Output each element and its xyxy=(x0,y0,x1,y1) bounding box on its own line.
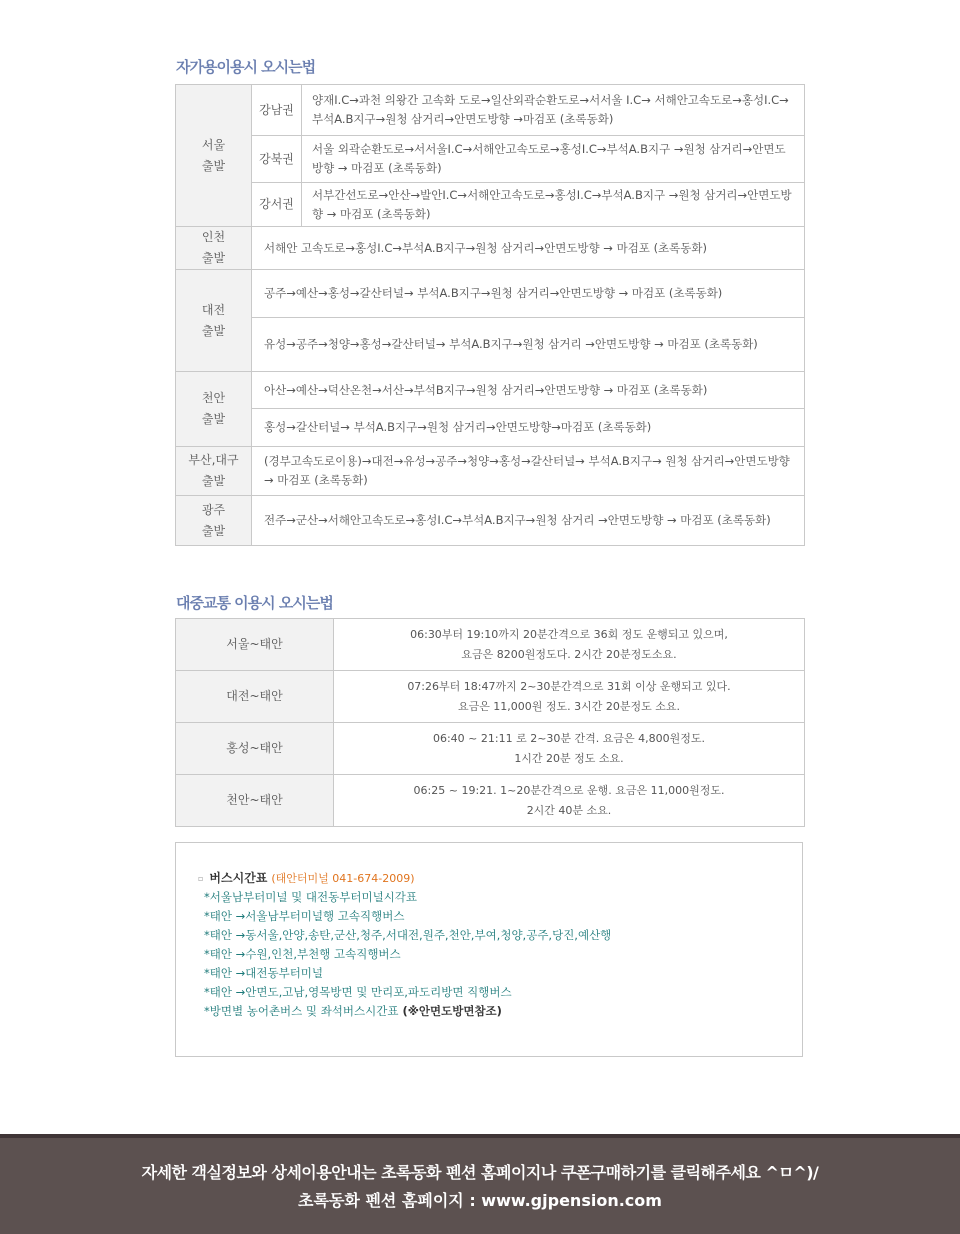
bus-link-dongseoul-etc[interactable]: *태안 →동서울,안양,송탄,군산,청주,서대전,원주,천안,부여,청양,공주,당진,예산행 xyxy=(204,928,612,942)
car-directions-table xyxy=(175,84,805,546)
transit-section-title: 대중교통 이용시 오시는법 xyxy=(176,594,333,612)
route-daejeon-1: 공주→예산→홍성→갈산터널→ 부석A.B지구→원청 삼거리→안면도방향 → 마검포 (초록동화) xyxy=(252,270,805,318)
table-row xyxy=(176,496,805,546)
transit-from: 천안~태안 xyxy=(176,775,334,827)
region-busan-daegu: 부산,대구 출발 xyxy=(176,447,252,496)
bus-link-suwon-incheon[interactable]: *태안 →수원,인천,부천행 고속직행버스 xyxy=(204,947,401,961)
route-gangnam: 양재I.C→과천 의왕간 고속화 도로→일산외곽순환도로→서서울 I.C→ 서해안고속도로→홍성I.C→부석A.B지구→원청 삼거리→안면도방향 →마검포 (초록동화) xyxy=(302,85,805,136)
route-incheon: 서해안 고속도로→홍성I.C→부석A.B지구→원청 삼거리→안면도방향 → 마검포 (초록동화) xyxy=(252,227,805,270)
sub-region-gangnam: 강남권 xyxy=(252,85,302,136)
region-incheon: 인천 출발 xyxy=(176,227,252,270)
table-row xyxy=(176,318,805,372)
terminal-phone: (태안터미널 041-674-2009) xyxy=(271,872,415,885)
car-section-title: 자가용이용시 오시는법 xyxy=(176,58,316,76)
table-row xyxy=(176,183,805,227)
region-gwangju: 광주 출발 xyxy=(176,496,252,546)
route-cheonan-2: 홍성→갈산터널→ 부석A.B지구→원청 삼거리→안면도방향→마검포 (초록동화) xyxy=(252,409,805,447)
bus-link-seoul-nambu[interactable]: *태안 →서울남부터미널행 고속직행버스 xyxy=(204,909,405,923)
transit-from: 서울~태안 xyxy=(176,619,334,671)
table-row xyxy=(176,136,805,183)
anmyeondo-note: (※안면도방면참조) xyxy=(398,1004,502,1018)
table-row xyxy=(176,270,805,318)
region-cheonan: 천안 출발 xyxy=(176,372,252,447)
route-gangbuk: 서울 외곽순환도로→서서울I.C→서해안고속도로→홍성I.C→부석A.B지구 →원청 삼거리→안면도방향 → 마검포 (초록동화) xyxy=(302,136,805,183)
transit-table xyxy=(175,618,805,827)
transit-info: 06:40 ~ 21:11 로 2~30분 간격. 요금은 4,800원정도. 1시간 20분 정도 소요. xyxy=(334,723,805,775)
bus-schedule-label: 버스시간표 xyxy=(209,871,268,885)
transit-from: 대전~태안 xyxy=(176,671,334,723)
region-seoul: 서울 출발 xyxy=(176,85,252,227)
route-daejeon-2: 유성→공주→청양→홍성→갈산터널→ 부석A.B지구→원청 삼거리 →안면도방향 → 마검포 (초록동화) xyxy=(252,318,805,372)
route-gangseo: 서부간선도로→안산→발안I.C→서해안고속도로→홍성I.C→부석A.B지구 →원청 삼거리→안면도방향 → 마검포 (초록동화) xyxy=(302,183,805,227)
table-row xyxy=(176,619,805,671)
table-row xyxy=(176,723,805,775)
bus-schedule-links xyxy=(204,888,611,1021)
footer-homepage-link[interactable]: 초록동화 펜션 홈페이지 : www.gjpension.com xyxy=(298,1191,662,1210)
route-gwangju: 전주→군산→서해안고속도로→홍성I.C→부석A.B지구→원청 삼거리 →안면도방향 → 마검포 (초록동화) xyxy=(252,496,805,546)
route-busan-daegu: (경부고속도로이용)→대전→유성→공주→청양→홍성→갈산터널→ 부석A.B지구→ 원청 삼거리→안면도방향 → 마검포 (초록동화) xyxy=(252,447,805,496)
table-row xyxy=(176,372,805,409)
table-row xyxy=(176,85,805,136)
bus-link-anmyeondo[interactable]: *태안 →안면도,고남,영목방면 및 만리포,파도리방면 직행버스 xyxy=(204,985,512,999)
sub-region-gangseo: 강서권 xyxy=(252,183,302,227)
transit-info: 07:26부터 18:47까지 2~30분간격으로 31회 이상 운행되고 있다. 요금은 11,000원 정도. 3시간 20분정도 소요. xyxy=(334,671,805,723)
transit-info: 06:30부터 19:10까지 20분간격으로 36회 정도 운행되고 있으며, 요금은 8200원정도다. 2시간 20분정도소요. xyxy=(334,619,805,671)
bus-schedule-heading xyxy=(198,869,415,886)
bullet-icon: ▫ xyxy=(198,874,204,883)
table-row xyxy=(176,409,805,447)
table-row xyxy=(176,227,805,270)
footer-notice: 자세한 객실정보와 상세이용안내는 초록동화 펜션 홈페이지나 쿠폰구매하기를 클릭해주세요 ^ㅁ^)/ xyxy=(141,1163,819,1182)
bus-link-seoul-daejeon-schedule[interactable]: *서울남부터미널 및 대전동부터미널시각표 xyxy=(204,890,418,904)
table-row xyxy=(176,775,805,827)
table-row xyxy=(176,447,805,496)
bus-link-rural-bus[interactable]: *방면별 농어촌버스 및 좌석버스시간표 (※안면도방면참조) xyxy=(204,1004,502,1018)
transit-info: 06:25 ~ 19:21. 1~20분간격으로 운행. 요금은 11,000원정도. 2시간 40분 소요. xyxy=(334,775,805,827)
bus-schedule-box xyxy=(175,842,803,1057)
sub-region-gangbuk: 강북권 xyxy=(252,136,302,183)
footer-banner xyxy=(0,1134,960,1234)
route-cheonan-1: 아산→예산→덕산온천→서산→부석B지구→원청 삼거리→안면도방향 → 마검포 (초록동화) xyxy=(252,372,805,409)
region-daejeon: 대전 출발 xyxy=(176,270,252,372)
bus-link-daejeon-dongbu[interactable]: *태안 →대전동부터미널 xyxy=(204,966,324,980)
table-row xyxy=(176,671,805,723)
transit-from: 홍성~태안 xyxy=(176,723,334,775)
